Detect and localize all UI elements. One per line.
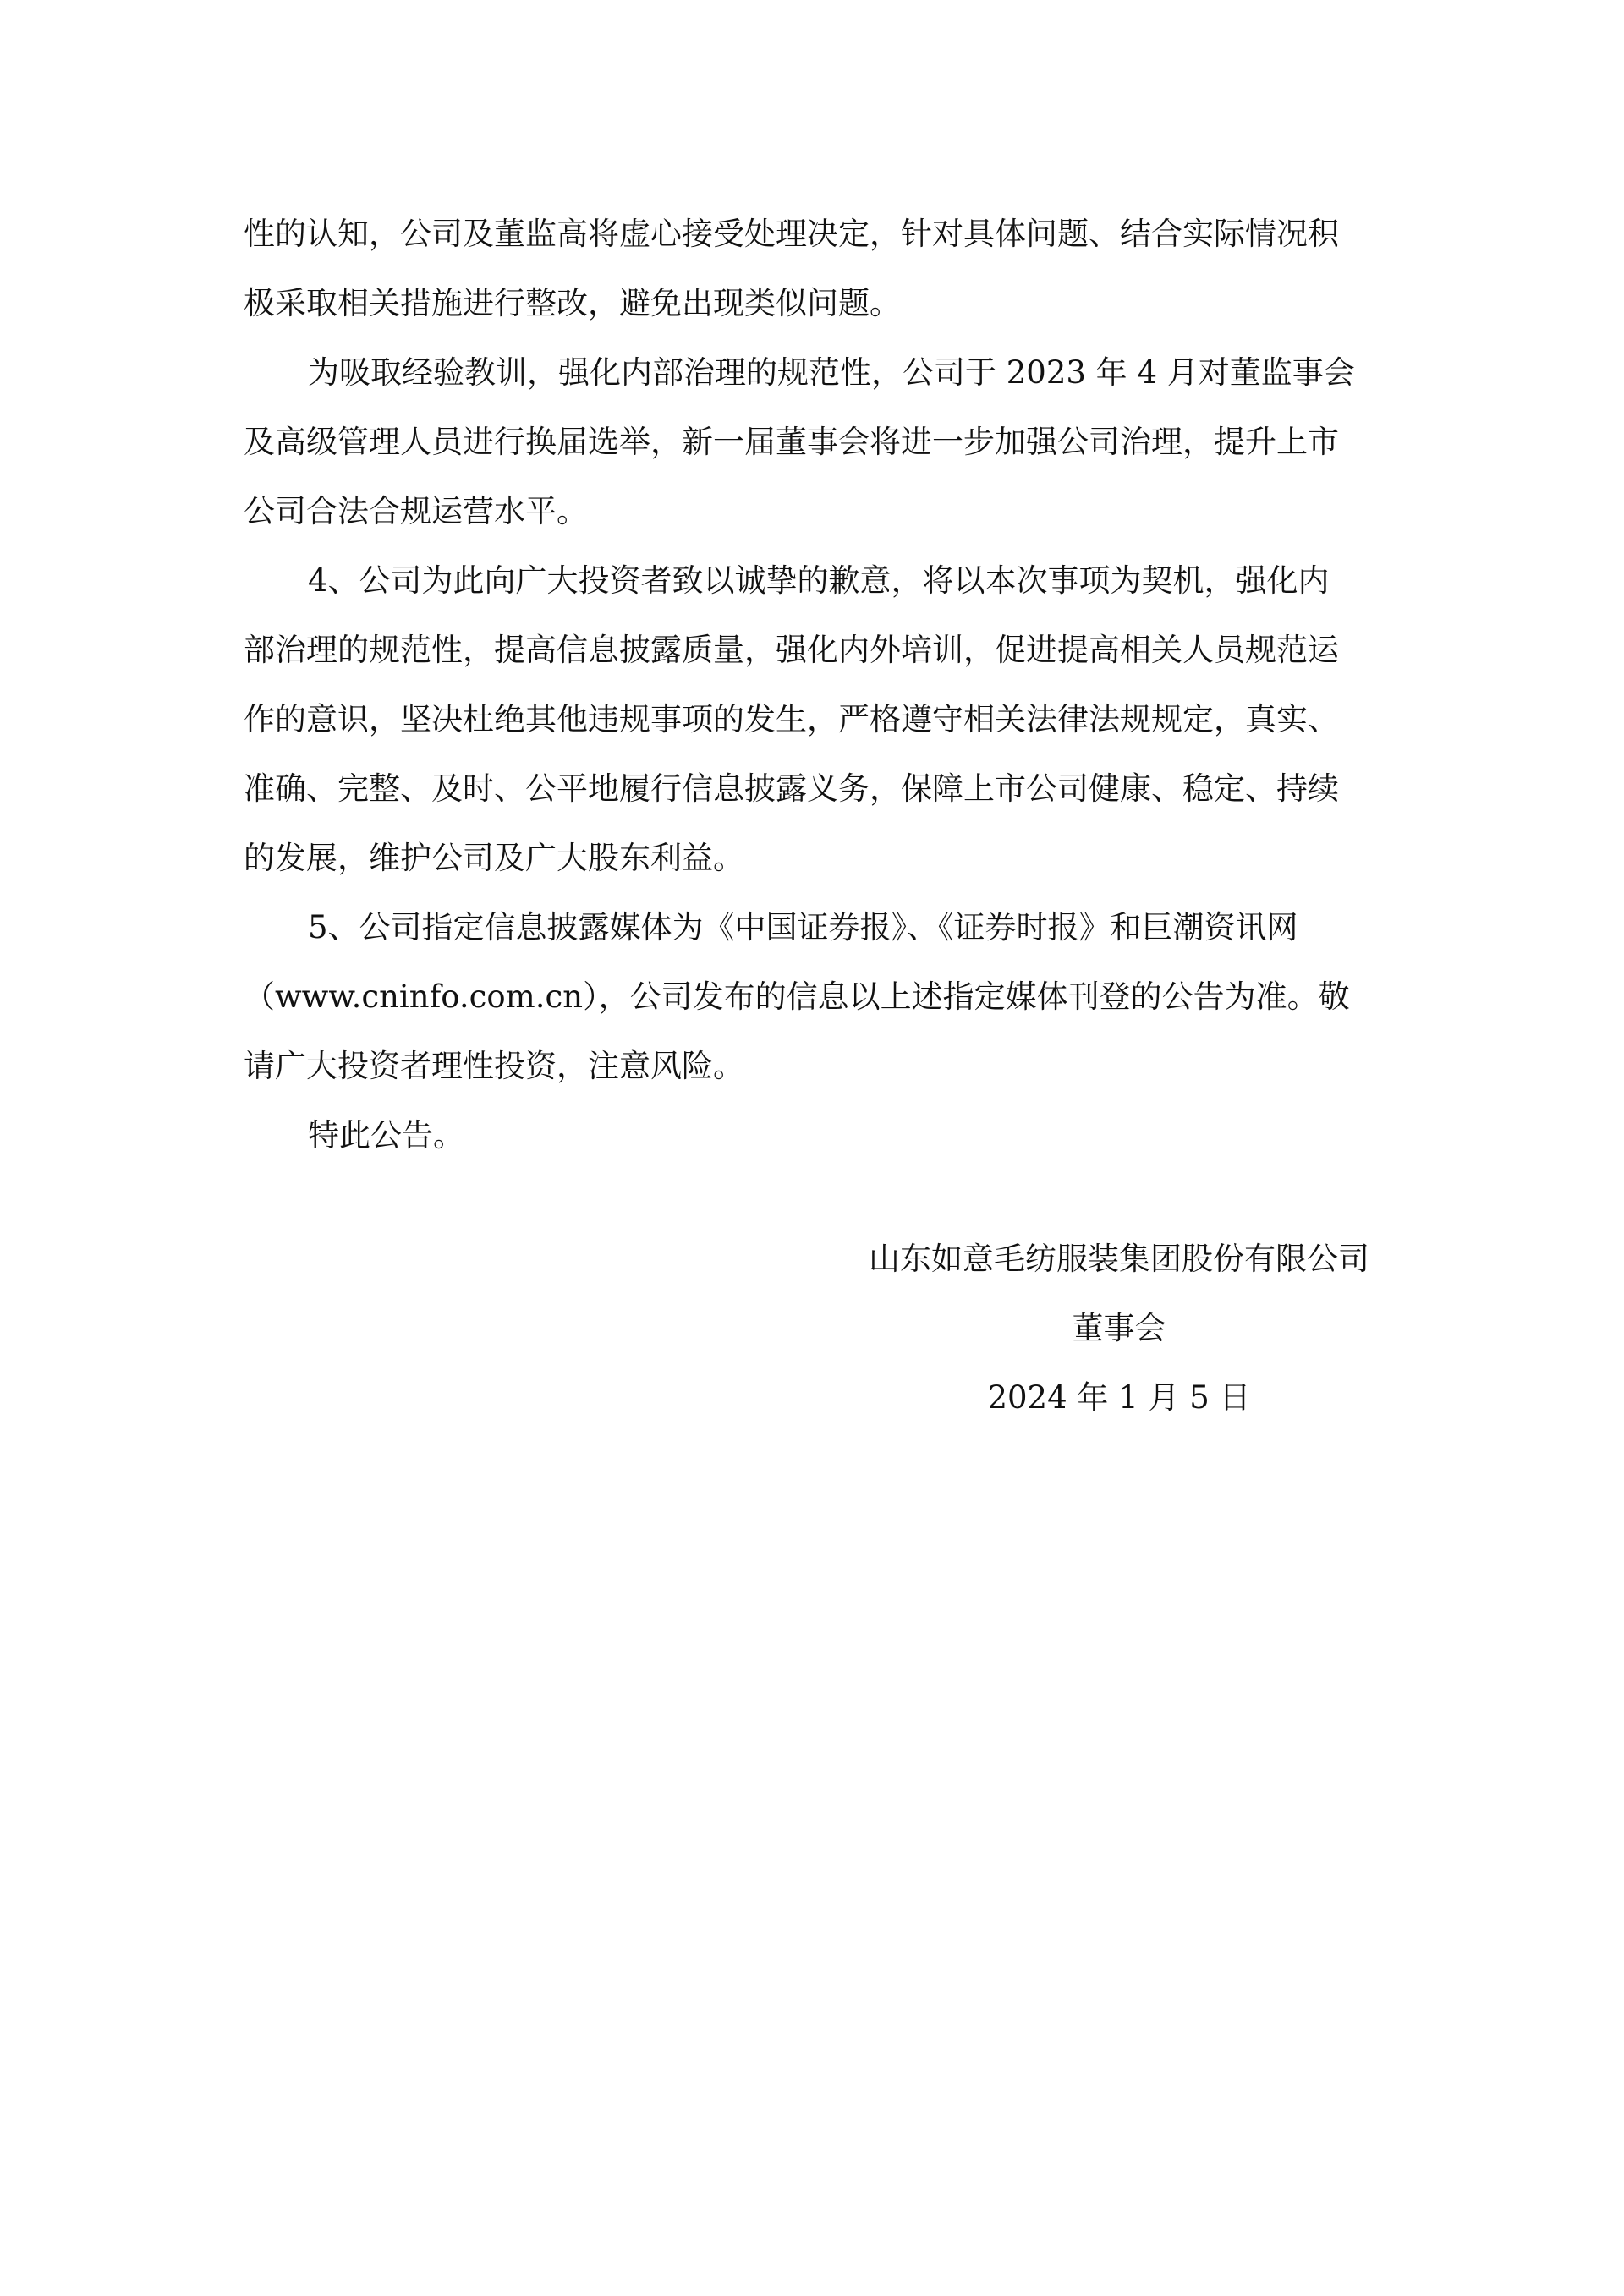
paragraph-item-5 [244,893,1382,1101]
paragraph-governance [244,338,1382,546]
document-body [244,200,1382,1170]
text-line: 性的认知，公司及董监高将虚心接受处理决定，针对具体问题、结合实际情况积 [244,216,1339,252]
paragraph-continuation [244,200,1382,338]
board-name: 董事会 [1072,1310,1166,1346]
text-line: 准确、完整、及时、公平地履行信息披露义务，保障上市公司健康、稳定、持续 [244,770,1339,807]
text-line: 及高级管理人员进行换届选举，新一届董事会将进一步加强公司治理，提升上市 [244,424,1339,460]
text-line: 的发展，维护公司及广大股东利益。 [244,840,744,876]
text-line: 公司合法合规运营水平。 [244,493,588,529]
text-line: 5、公司指定信息披露媒体为《中国证券报》、《证券时报》和巨潮资讯网 [308,909,1298,945]
company-name: 山东如意毛纺服装集团股份有限公司 [869,1241,1369,1277]
text-line: 请广大投资者理性投资，注意风险。 [244,1048,744,1084]
text-line: 部治理的规范性，提高信息披露质量，强化内外培训，促进提高相关人员规范运 [244,632,1339,668]
paragraph-closing [244,1101,1382,1170]
text-line: 极采取相关措施进行整改，避免出现类似问题。 [244,285,901,321]
text-line: （www.cninfo.com.cn），公司发布的信息以上述指定媒体刊登的公告为准。敬 [244,978,1350,1015]
announcement-date: 2024 年 1 月 5 日 [987,1379,1251,1416]
signature-block [858,1225,1380,1433]
text-line: 特此公告。 [308,1117,464,1153]
text-line: 为吸取经验教训，强化内部治理的规范性，公司于 2023 年 4 月对董监事会 [308,354,1355,391]
text-line: 作的意识，坚决杜绝其他违规事项的发生，严格遵守相关法律法规规定，真实、 [244,701,1339,737]
paragraph-item-4 [244,546,1382,893]
text-line: 4、公司为此向广大投资者致以诚挚的歉意，将以本次事项为契机，强化内 [308,562,1330,599]
